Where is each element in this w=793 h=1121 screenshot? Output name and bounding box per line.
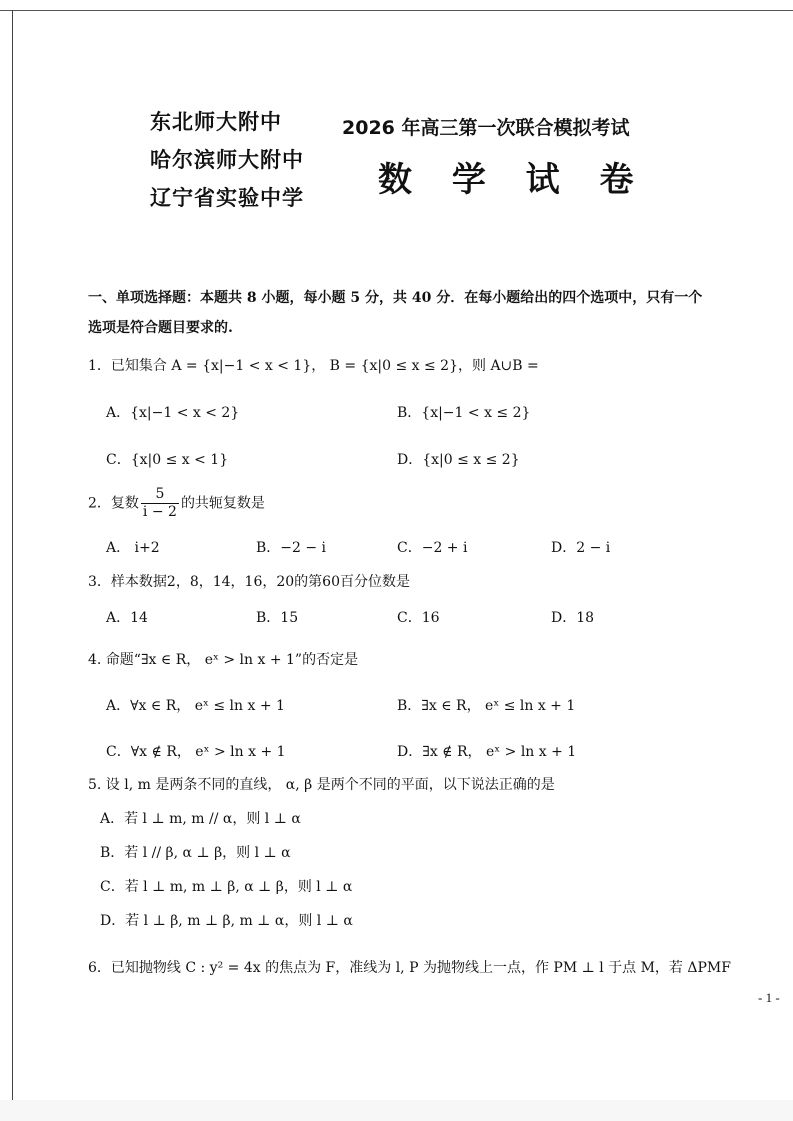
question-3-stem: 3．样本数据2，8，14，16，20的第60百分位数是 <box>88 574 410 590</box>
question-1-stem: 1．已知集合 A = {x|−1 < x < 1}， B = {x|0 ≤ x ≤ 2}，则 A∪B = <box>88 358 539 374</box>
question-3-option-a: A．14 <box>106 610 148 626</box>
page-top-border <box>0 10 793 11</box>
exam-title: 2026 年高三第一次联合模拟考试 <box>342 117 630 139</box>
school-name-2: 哈尔滨师大附中 <box>150 148 304 172</box>
question-5-option-c: C．若 l ⊥ m, m ⊥ β, α ⊥ β，则 l ⊥ α <box>100 879 353 895</box>
question-1-option-b: B．{x|−1 < x ≤ 2} <box>397 405 531 421</box>
school-name-1: 东北师大附中 <box>150 110 282 134</box>
fraction-numerator: 5 <box>141 486 179 504</box>
question-6-stem: 6．已知抛物线 C : y² = 4x 的焦点为 F，准线为 l, P 为抛物线上一点，作 PM ⊥ l 于点 M，若 ΔPMF <box>88 960 731 976</box>
question-2-prefix: 2．复数 <box>88 495 139 512</box>
question-5-option-b: B．若 l // β, α ⊥ β，则 l ⊥ α <box>100 845 291 861</box>
page-number: - 1 - <box>758 990 780 1005</box>
page-bottom-strip <box>0 1100 793 1121</box>
fraction-denominator: i − 2 <box>142 504 177 520</box>
question-4-option-c: C．∀x ∉ R， eˣ > ln x + 1 <box>106 744 286 760</box>
question-5-option-a: A．若 l ⊥ m, m // α，则 l ⊥ α <box>100 811 301 827</box>
question-4-option-a: A．∀x ∈ R， eˣ ≤ ln x + 1 <box>106 698 285 714</box>
page-left-border <box>12 10 13 1100</box>
question-3-option-d: D．18 <box>551 610 595 626</box>
question-2-option-c: C．−2 + i <box>397 540 468 556</box>
question-5-stem: 5. 设 l, m 是两条不同的直线， α, β 是两个不同的平面，以下说法正确的是 <box>88 777 555 793</box>
question-5-option-d: D．若 l ⊥ β, m ⊥ β, m ⊥ α，则 l ⊥ α <box>100 913 353 929</box>
question-2-option-b: B．−2 − i <box>256 540 327 556</box>
question-4-option-d: D．∃x ∉ R， eˣ > ln x + 1 <box>397 744 577 760</box>
question-2-suffix: 的共轭复数是 <box>180 495 265 512</box>
section-heading-line2: 选项是符合题目要求的. <box>88 320 233 336</box>
question-1-option-c: C．{x|0 ≤ x < 1} <box>106 452 229 468</box>
question-3-option-b: B．15 <box>256 610 299 626</box>
question-4-option-b: B．∃x ∈ R， eˣ ≤ ln x + 1 <box>397 698 576 714</box>
question-2-stem <box>88 486 265 521</box>
question-2-option-d: D．2 − i <box>551 540 611 556</box>
question-2-option-a: A． i+2 <box>106 540 160 556</box>
question-1-option-a: A．{x|−1 < x < 2} <box>106 405 240 421</box>
subject-title: 数 学 试 卷 <box>378 160 648 200</box>
school-name-3: 辽宁省实验中学 <box>150 186 304 210</box>
question-2-fraction <box>141 486 179 521</box>
question-1-option-d: D．{x|0 ≤ x ≤ 2} <box>397 452 520 468</box>
section-heading-line1: 一、单项选择题：本题共 8 小题，每小题 5 分，共 40 分．在每小题给出的四个选项中，只有一个 <box>88 290 703 306</box>
question-4-stem: 4. 命题“∃x ∈ R， eˣ > ln x + 1”的否定是 <box>88 652 359 668</box>
question-3-option-c: C．16 <box>397 610 440 626</box>
